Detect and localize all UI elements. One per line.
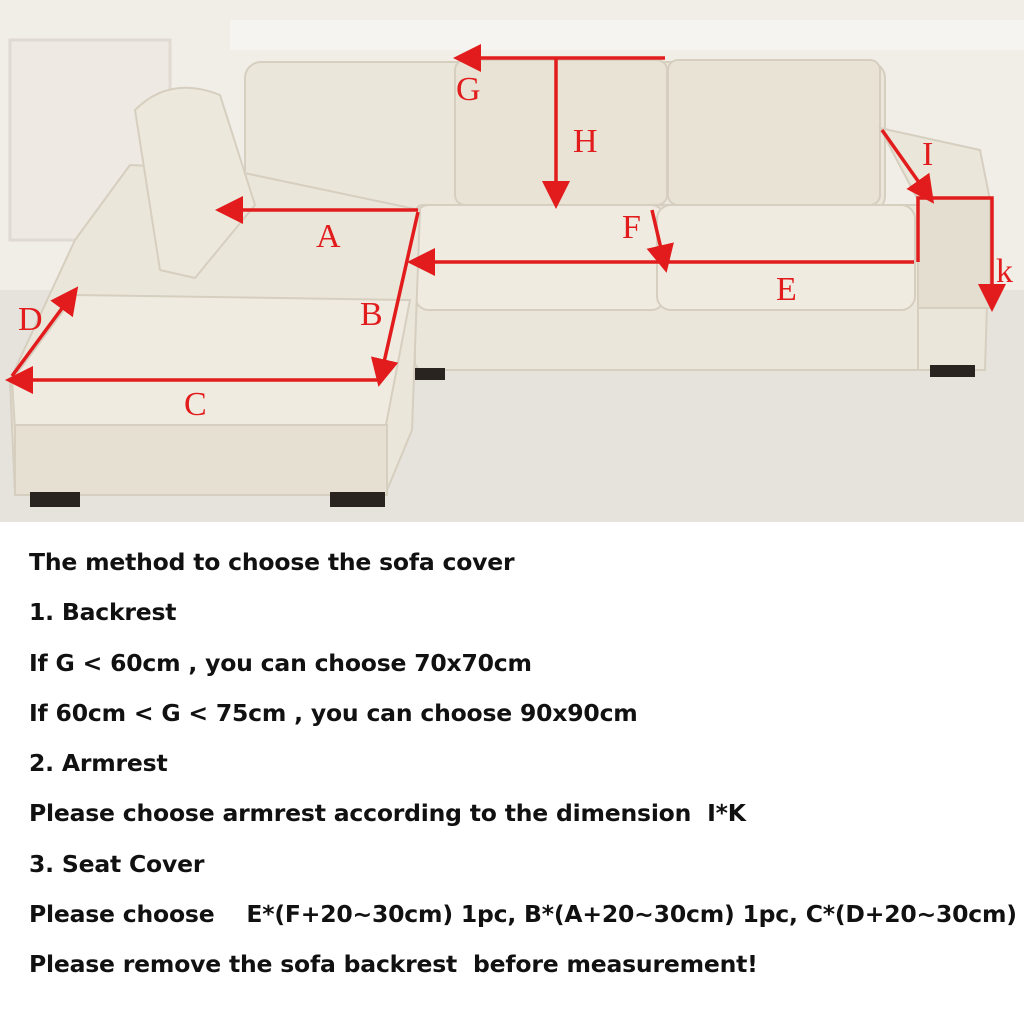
- instruction-line: If 60cm < G < 75cm , you can choose 90x90cm: [29, 698, 638, 727]
- instructions-title: The method to choose the sofa cover: [29, 548, 515, 576]
- instruction-line: 3. Seat Cover: [29, 849, 205, 878]
- label-a: A: [316, 218, 341, 255]
- label-i: I: [922, 136, 934, 173]
- instruction-line: Please choose armrest according to the dimension I*K: [29, 799, 746, 828]
- instruction-line: 2. Armrest: [29, 749, 168, 778]
- label-b: B: [360, 296, 383, 333]
- label-d: D: [18, 301, 43, 338]
- instructions: [29, 540, 1019, 993]
- instruction-line: Please remove the sofa backrest before measurement!: [29, 950, 758, 979]
- wainscot: [230, 20, 1024, 50]
- label-g: G: [456, 71, 481, 108]
- instruction-line: Please choose E*(F+20~30cm) 1pc, B*(A+20~30cm) 1pc, C*(D+20~30cm): [29, 900, 1017, 929]
- label-h: H: [573, 123, 598, 160]
- label-e: E: [776, 271, 797, 308]
- instruction-line: If G < 60cm , you can choose 70x70cm: [29, 648, 532, 677]
- instruction-line: 1. Backrest: [29, 598, 177, 627]
- label-c: C: [184, 386, 207, 423]
- label-f: F: [622, 209, 641, 246]
- label-k: k: [996, 253, 1013, 290]
